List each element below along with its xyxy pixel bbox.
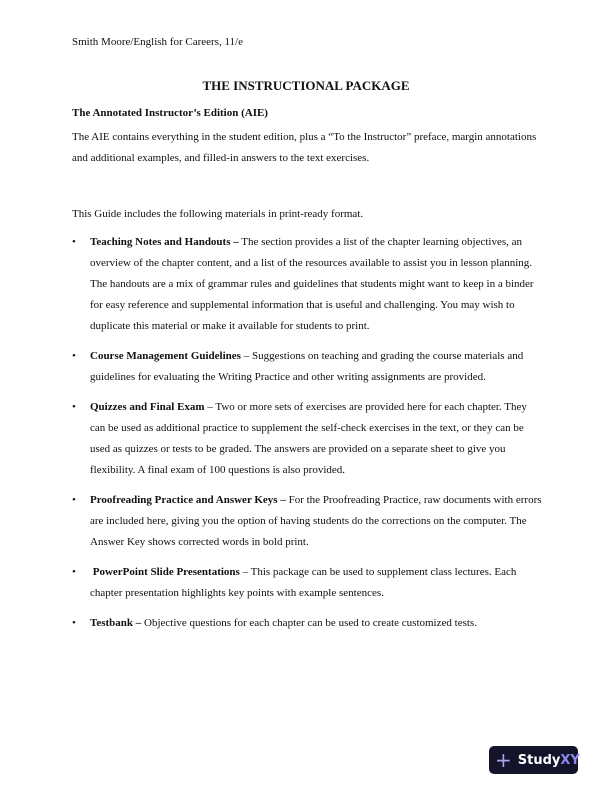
page-title: THE INSTRUCTIONAL PACKAGE <box>202 78 410 93</box>
bullet-icon: • <box>72 401 76 413</box>
aie-paragraph: The AIE contains everything in the student edition, plus a “To the Instructor” preface, margin annotations and additional examples, and filled-in answers to the text exercises. <box>72 131 537 164</box>
plus-icon: + <box>495 748 512 772</box>
list-item-proofreading <box>72 490 544 553</box>
item-term: Quizzes and Final Exam <box>90 401 205 413</box>
list-item-teaching-notes <box>72 232 544 337</box>
item-text: The section provides a list of the chapter learning objectives, an overview of the chapter content, and a list of the resources available to assist you in lesson planning. The handouts are a mix of grammar rules and guidelines that students might want to keep in a binder for easy reference and supplemental information that is useful and challenging. You may wish to duplicate this material or make it available for students to print. <box>90 236 534 332</box>
item-term: Teaching Notes and Handouts – <box>90 236 239 248</box>
list-item-quizzes <box>72 397 544 481</box>
item-term: Proofreading Practice and Answer Keys – <box>90 494 286 506</box>
bullet-icon: • <box>72 236 76 248</box>
bullet-icon: • <box>72 350 76 362</box>
item-text: – Two or more sets of exercises are provided here for each chapter. They can be used as additional practice to supplement the self-check exercises in the text, or they can be used as quizzes or tests to be graded. The answers are provided on a separate sheet to give you flexibility. A final exam of 100 questions is also provided. <box>90 401 527 476</box>
brand-main: Study <box>517 752 561 768</box>
bullet-icon: • <box>72 566 76 578</box>
running-header: Smith Moore/English for Careers, 11/e <box>72 36 243 48</box>
item-term: PowerPoint Slide Presentations <box>90 566 240 578</box>
brand-accent: XY <box>560 752 580 768</box>
list-item-powerpoint <box>72 562 544 604</box>
section-heading: The Annotated Instructor’s Edition (AIE) <box>72 107 268 119</box>
intro-paragraph: This Guide includes the following materials in print-ready format. <box>72 208 364 220</box>
item-term: Course Management Guidelines <box>90 350 241 362</box>
list-item-testbank <box>72 613 544 634</box>
materials-list <box>72 232 544 643</box>
bullet-icon: • <box>72 617 76 629</box>
bullet-icon: • <box>72 494 76 506</box>
item-text: – Suggestions on teaching and grading the course materials and guidelines for evaluating the Writing Practice and other writing assignments are provided. <box>90 350 524 383</box>
item-text: Objective questions for each chapter can be used to create customized tests. <box>141 617 477 629</box>
list-item-course-management <box>72 346 544 388</box>
item-text: – This package can be used to supplement class lectures. Each chapter presentation highlights key points with example sentences. <box>90 566 517 599</box>
item-term: Testbank – <box>90 617 142 629</box>
item-text: For the Proofreading Practice, raw documents with errors are included here, giving you the option of having students do the corrections on the computer. The Answer Key shows corrected words in bold print. <box>90 494 542 548</box>
studyxy-badge[interactable] <box>489 746 578 774</box>
